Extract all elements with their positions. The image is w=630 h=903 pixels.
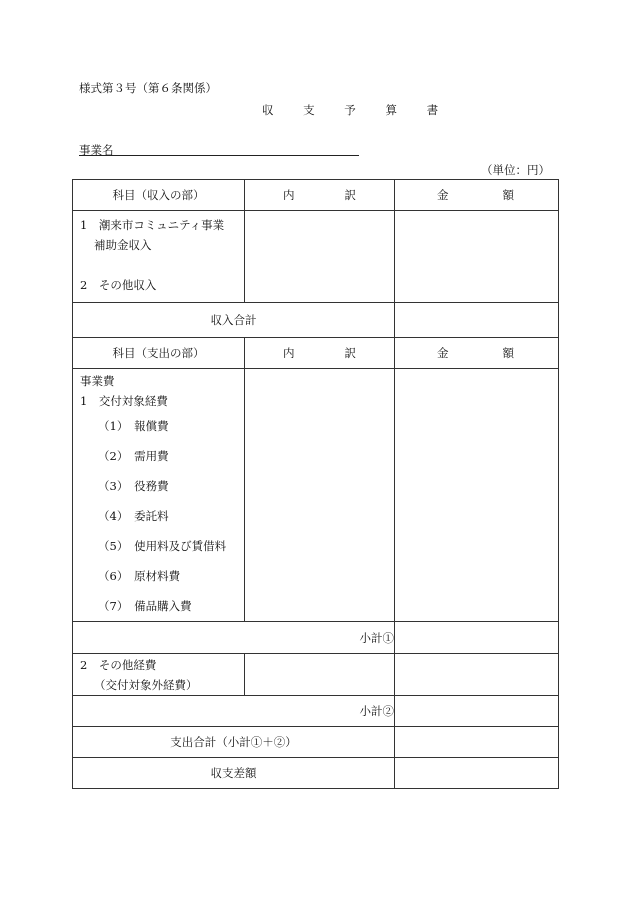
project-name-field[interactable]	[79, 155, 359, 156]
income-item-2: 2 その他収入	[80, 278, 157, 292]
expense-subitem: （6） 原材料費	[98, 569, 181, 583]
project-name-label: 事業名	[79, 143, 114, 157]
expense-subitem: （7） 備品購入費	[98, 599, 192, 613]
income-items-row	[73, 211, 559, 303]
expense-detail-cell[interactable]	[245, 369, 395, 622]
subtotal-2-label: 小計②	[73, 696, 395, 727]
subtotal-1-label: 小計①	[73, 622, 395, 654]
balance-row	[73, 758, 559, 789]
income-amount-header: 金 額	[395, 180, 559, 211]
income-total-amount[interactable]	[395, 303, 559, 338]
subtotal-2-row	[73, 696, 559, 727]
expense-subitem: （5） 使用料及び賃借料	[98, 539, 227, 553]
income-subject-header: 科目（収入の部）	[73, 180, 245, 211]
expense-subitem: （2） 需用費	[98, 449, 169, 463]
other-expense-cell	[73, 654, 245, 696]
income-total-row	[73, 303, 559, 338]
expense-subitem: （1） 報償費	[98, 419, 169, 433]
income-item-1: 1 潮来市コミュニティ事業	[80, 218, 225, 232]
subtotal-1-amount[interactable]	[395, 622, 559, 654]
expense-items-cell	[73, 369, 245, 622]
other-expense-detail[interactable]	[245, 654, 395, 696]
expense-subitem: （3） 役務費	[98, 479, 169, 493]
income-detail-cell[interactable]	[245, 211, 395, 303]
income-amount-cell[interactable]	[395, 211, 559, 303]
expense-items-row	[73, 369, 559, 622]
balance-label: 収支差額	[73, 758, 395, 789]
expense-subject-header: 科目（支出の部）	[73, 338, 245, 369]
expense-amount-header: 金 額	[395, 338, 559, 369]
expense-group-1: 1 交付対象経費	[80, 394, 168, 408]
income-total-label: 収入合計	[73, 303, 395, 338]
income-items-cell	[73, 211, 245, 303]
document-title: 収 支 予 算 書	[262, 103, 452, 117]
expense-subitem: （4） 委託料	[98, 509, 169, 523]
expense-total-label: 支出合計（小計①＋②）	[73, 727, 395, 758]
balance-amount[interactable]	[395, 758, 559, 789]
form-number: 様式第３号（第６条関係）	[79, 81, 217, 95]
other-expense-amount[interactable]	[395, 654, 559, 696]
income-detail-header: 内 訳	[245, 180, 395, 211]
expense-group-2-note: （交付対象外経費）	[94, 678, 198, 692]
expense-group-2: 2 その他経費	[80, 658, 157, 672]
unit-note: （単位：円）	[481, 163, 550, 177]
budget-table	[72, 179, 559, 789]
subtotal-1-row	[73, 622, 559, 654]
expense-category: 事業費	[80, 374, 115, 388]
other-expense-row	[73, 654, 559, 696]
subtotal-2-amount[interactable]	[395, 696, 559, 727]
expense-total-row	[73, 727, 559, 758]
expense-amount-cell[interactable]	[395, 369, 559, 622]
income-header-row	[73, 180, 559, 211]
income-item-1-cont: 補助金収入	[94, 238, 152, 252]
expense-detail-header: 内 訳	[245, 338, 395, 369]
expense-header-row	[73, 338, 559, 369]
expense-total-amount[interactable]	[395, 727, 559, 758]
